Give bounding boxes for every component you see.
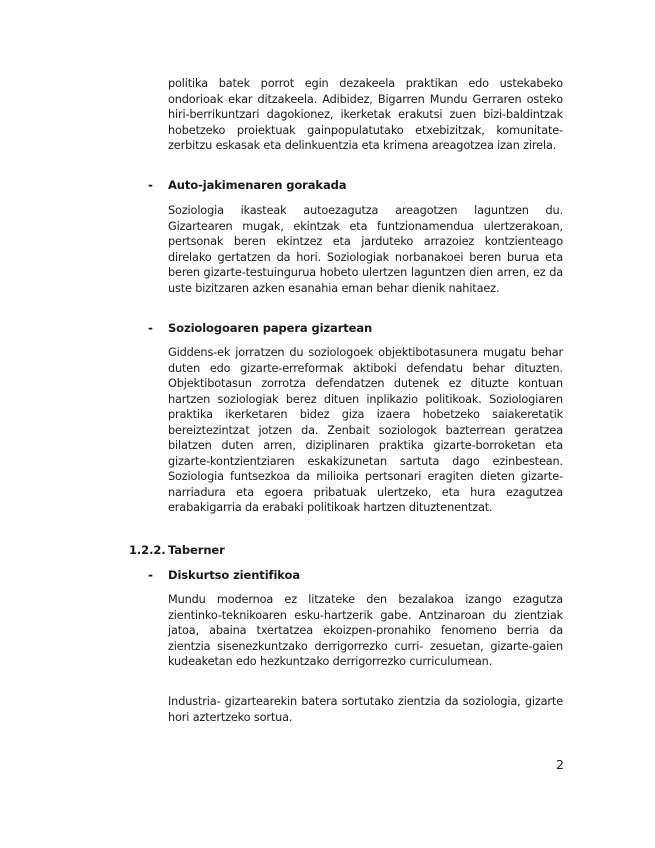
soziologoaren-papera-paragraph: Giddens-ek jorratzen du soziologoek objektibotasunera mugatu behar duten edo gizarte-erreformak aktiboki defendatu behar dituzten. Objektibotasun zorrotza defendatzen dutenek ez dituzte kontuan hartzen soziologiak berez dituen inplikazio politikoak. Soziologiaren praktika ikerketaren bidez giza izaera hobetzeko saiakeretatik bereiztezintzat jotzen da. Zenbait soziologok bazterrean geratzea bilatzen duten arren, diziplinaren praktika gizarte-borroketan eta gizarte-kontzientziaren eskakizunetan sartuta dago ezinbestean. Soziologia funtsezkoa da milioika pertsonari eragiten dieten gizarte-narriadura eta egoera pribatuak ulertzeko, eta hura ezagutzea erabakigarria da erabaki politikoak hartzen dituztenentzat. [168, 346, 563, 514]
section-heading-soziologoaren-papera: Soziologoaren papera gizartean [168, 321, 373, 335]
bullet-marker: - [148, 321, 153, 335]
section-heading-auto-jakimena: Auto-jakimenaren gorakada [168, 178, 347, 192]
page-number: 2 [556, 757, 564, 772]
diskurtso-paragraph-1: Mundu modernoa ez litzateke den bezalakoa izango ezagutza zientinko-teknikoaren esku-hartzerik gabe. Antzinaroan du zientziak jatoa, abaina txertatzea ekoizpen-pronahiko fenomeno berria da zientzia sisenezkuntzako derrigorrezko curri- zesuetan, gizarte-gaien kudeaketan edo hezkuntzako derrigorrezko curriculumean. [168, 593, 563, 668]
diskurtso-paragraph-2: Industria- gizartearekin batera sortutako zientzia da soziologia, gizarte hori aztertzeko sortua. [168, 695, 563, 724]
intro-paragraph: politika batek porrot egin dezakeela praktikan edo ustekabeko ondorioak ekar ditzakeela. Adibidez, Bigarren Mundu Gerraren osteko hiri-berrikuntzari dagokionez, ikerketak erakutsi zuen bizi-baldintzak hobetzeko proiektuak gainpopulatutako etxebizitzak, komunitate-zerbitzu eskasak eta delinkuentzia eta krimena areagotzea izan zirela. [168, 77, 563, 152]
bullet-marker: - [148, 568, 153, 582]
auto-jakimena-paragraph: Soziologia ikasteak autoezagutza areagotzen laguntzen du. Gizartearen mugak, ekintzak eta funtzionamendua ulertzerakoan, pertsonak beren ekintzez eta jarduteko arrazoiez kontzienteago direlako gertatzen da hori. Soziologiak norbanakoei beren burua eta beren gizarte-testuingurua hobeto ulertzen laguntzen dien arren, ez da uste bizitzaren azken esanahia eman behar dienik nahitaez. [168, 204, 563, 295]
section-number: 1.2.2. [129, 543, 166, 557]
bullet-marker: - [148, 178, 153, 192]
section-title-taberner: Taberner [168, 543, 225, 557]
section-heading-diskurtso-zientifikoa: Diskurtso zientifikoa [168, 568, 300, 582]
